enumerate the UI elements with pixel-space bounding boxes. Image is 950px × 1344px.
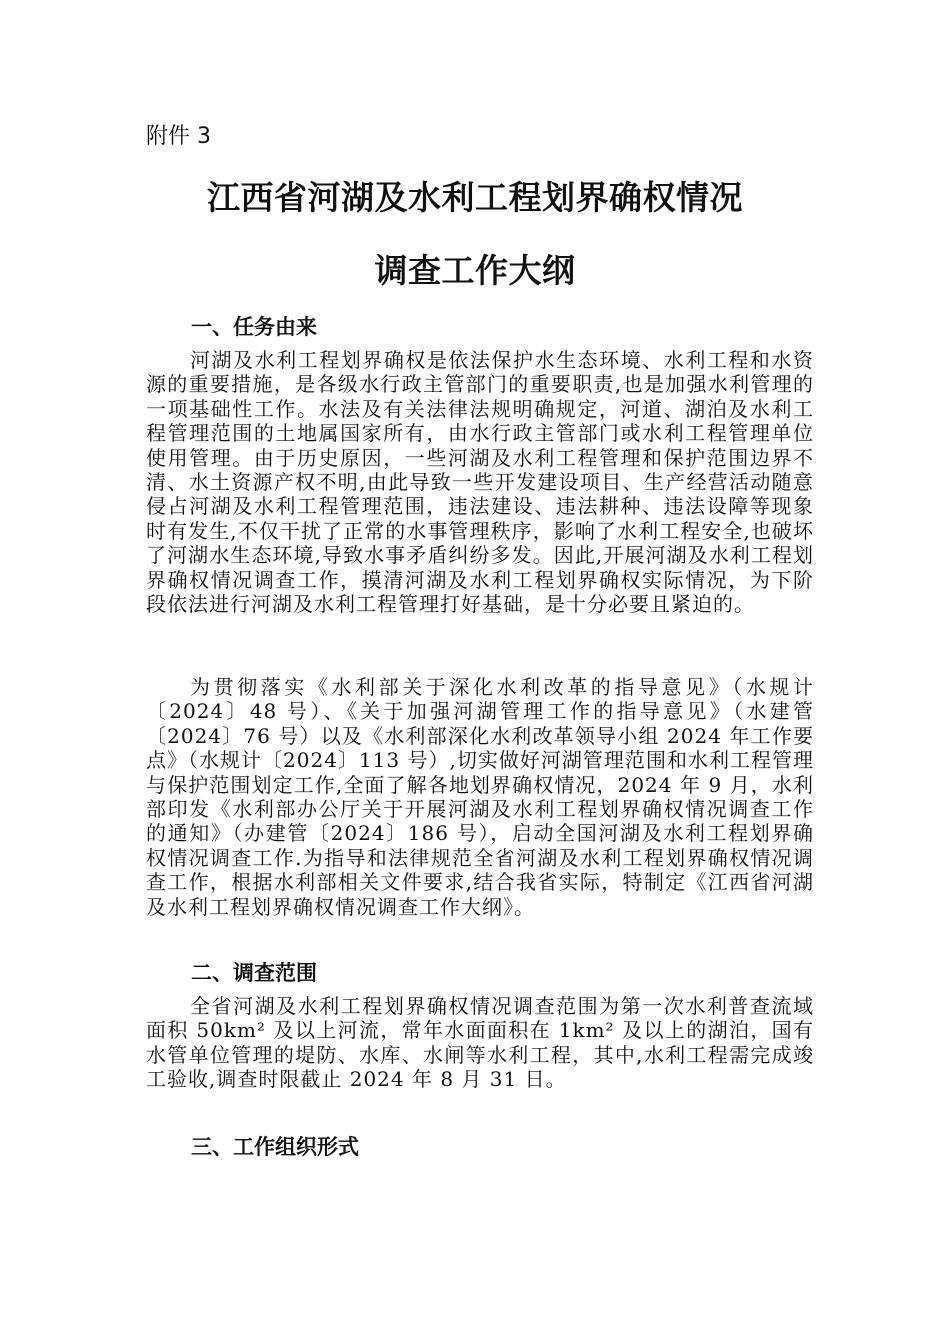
section-paragraph: 为贯彻落实《水利部关于深化水利改革的指导意见》（水规计〔2024〕48 号）、《关于加强河湖管理工作的指导意见》（水建管〔2024〕76 号）以及《水利部深化水利改革领导小组 2024 年工作要点》（水规计〔2024〕113 号）,切实做好河湖管理范围和水利工程管理与保护范围划定工作,全面了解各地划界确权情况，2024 年 9 月，水利部印发《水利部办公厅关于开展河湖及水利工程划界确权情况调查工作的通知》（办建管〔2024〕186 号），启动全国河湖及水利工程划界确权情况调查工作.为指导和法律规范全省河湖及水利工程划界确权情况调查工作，根据水利部相关文件要求,结合我省实际，特制定《江西省河湖及水利工程划界确权情况调查工作大纲》。 xyxy=(146,675,814,919)
section-heading-survey-scope: 二、调查范围 xyxy=(191,961,317,985)
section-heading-work-organization: 三、工作组织形式 xyxy=(191,1135,359,1159)
section-heading-task-origin: 一、任务由来 xyxy=(191,315,317,339)
attachment-label: 附件 3 xyxy=(146,124,211,149)
section-paragraph: 全省河湖及水利工程划界确权情况调查范围为第一次水利普查流域面积 50km² 及以上河流，常年水面面积在 1km² 及以上的湖泊，国有水管单位管理的堤防、水库、水闸等水利工程，其中,水利工程需完成竣工验收,调查时限截止 2024 年 8 月 31 日。 xyxy=(146,994,814,1092)
section-paragraph: 河湖及水利工程划界确权是依法保护水生态环境、水利工程和水资源的重要措施，是各级水行政主管部门的重要职责,也是加强水利管理的一项基础性工作。水法及有关法律法规明确规定，河道、湖泊及水利工程管理范围的土地属国家所有，由水行政主管部门或水利工程管理单位使用管理。由于历史原因，一些河湖及水利工程管理和保护范围边界不清、水土资源产权不明,由此导致一些开发建设项目、生产经营活动随意侵占河湖及水利工程管理范围，违法建设、违法耕种、违法设障等现象时有发生,不仅干扰了正常的水事管理秩序，影响了水利工程安全,也破坏了河湖水生态环境,导致水事矛盾纠纷多发。因此,开展河湖及水利工程划界确权情况调查工作，摸清河湖及水利工程划界确权实际情况，为下阶段依法进行河湖及水利工程管理打好基础，是十分必要且紧迫的。 xyxy=(146,348,814,617)
document-title-line2: 调查工作大纲 xyxy=(374,251,576,290)
document-title-line1: 江西省河湖及水利工程划界确权情况 xyxy=(207,178,743,217)
